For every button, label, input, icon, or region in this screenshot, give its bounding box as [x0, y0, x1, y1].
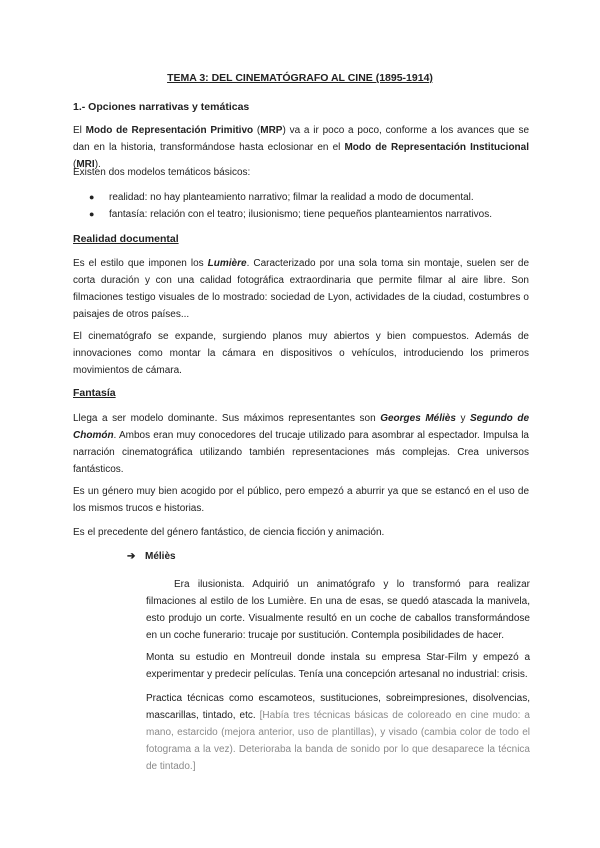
emphasis-melies: Georges Méliès	[380, 413, 456, 424]
bullet-icon: ●	[89, 192, 95, 202]
bracketed-note: [Había tres técnicas básicas de coloreado en cine mudo: a mano, estarcido (mejora anterior, uso de plantillas), y visado (cambia color de todo el fotograma a la vez). Deterioraba la banda de sonido por lo que desaparece la técnica de tintado.]	[146, 710, 530, 772]
text-run: . Caracterizado por una sola toma sin montaje, suelen ser de corta duración y con una calidad fotográfica extraordinaria que permite filmar al aire libre. Son filmaciones testigo visuales de lo mostrado: sociedad de Lyon, actividades de la ciudad, costumbres o paisajes de otros países...	[73, 258, 529, 320]
paragraph-dominante	[73, 410, 529, 478]
paragraph-genero: Es un género muy bien acogido por el público, pero empezó a aburrir ya que se estancó en el uso de los mismos trucos e historias.	[73, 486, 529, 514]
text-run: Es el estilo que imponen los	[73, 258, 208, 269]
subsection-heading-melies	[127, 551, 176, 562]
list-item-text: realidad: no hay planteamiento narrativo; filmar la realidad a modo de documental.	[109, 192, 474, 203]
paragraph-montreuil: Monta su estudio en Montreuil donde instala su empresa Star-Film y empezó a experimentar y predecir películas. Tenía una concepción artesanal no industrial: crisis.	[146, 652, 530, 680]
bullet-icon: ●	[89, 209, 95, 219]
paragraph-cinematografo: El cinematógrafo se expande, surgiendo planos muy abiertos y bien compuestos. Además de innovaciones como montar la cámara en dispositivos o vehículos, introduciendo los primeros movimientos de cámara.	[73, 331, 529, 376]
text-run: ).	[94, 159, 101, 170]
emphasis-lumiere: Lumière	[207, 258, 247, 269]
paragraph-tecnicas	[146, 690, 530, 775]
text-run: Practica técnicas como escamoteos, sustituciones, sobreimpresiones, disolvencias, mascarillas, tintado, etc.	[146, 693, 530, 721]
text-run: (	[73, 159, 77, 170]
section-heading-fantasia: Fantasía	[73, 387, 116, 399]
text-run: y	[455, 413, 471, 424]
bold-abbr-mri: MRI	[76, 159, 95, 170]
text-run: . Ambos eran muy conocedores del trucaje utilizado para asombrar al espectador. Impulsa la narración cinematográfica utilizando también representaciones más complejas. Crea universos fantásticos.	[73, 430, 529, 475]
text-run: Llega a ser modelo dominante. Sus máximos representantes son	[73, 413, 381, 424]
section-heading-realidad: Realidad documental	[73, 233, 179, 245]
emphasis-chomon: Segundo de Chomón	[73, 413, 530, 441]
subsection-heading-label: Méliès	[145, 551, 176, 562]
arrow-right-icon: ➔	[127, 551, 136, 562]
bold-abbr-mrp: MRP	[260, 125, 283, 136]
page-title: TEMA 3: DEL CINEMATÓGRAFO AL CINE (1895-1914)	[167, 72, 433, 84]
list-item-text: fantasía: relación con el teatro; ilusionismo; tiene pequeños planteamientos narrativos.	[109, 209, 493, 220]
paragraph-precedente: Es el precedente del género fantástico, de ciencia ficción y animación.	[73, 527, 385, 538]
text-run: El	[73, 125, 86, 136]
paragraph-lumiere	[73, 255, 529, 323]
text-run: (	[253, 125, 261, 136]
section-heading-opciones: 1.- Opciones narrativas y temáticas	[73, 101, 250, 113]
paragraph-ilusionista: Era ilusionista. Adquirió un animatógrafo y lo transformó para realizar filmaciones al estilo de los Lumière. En una de esas, se quedó atascada la manivela, esto produjo un corte. Visualmente resultó en un coche de caballos transformándose en un coche funerario: trucaje por sustitución. Contempla posibilidades de hacer.	[146, 579, 530, 641]
bold-term-mri: Modo de Representación Institucional	[344, 142, 529, 153]
bold-term-mrp: Modo de Representación Primitivo	[85, 125, 254, 136]
paragraph-modelos: Existen dos modelos temáticos básicos:	[73, 167, 251, 178]
text-run: ) va a ir poco a poco, conforme a los avances que se dan en la historia, transformándose hasta eclosionar en el	[73, 125, 530, 153]
